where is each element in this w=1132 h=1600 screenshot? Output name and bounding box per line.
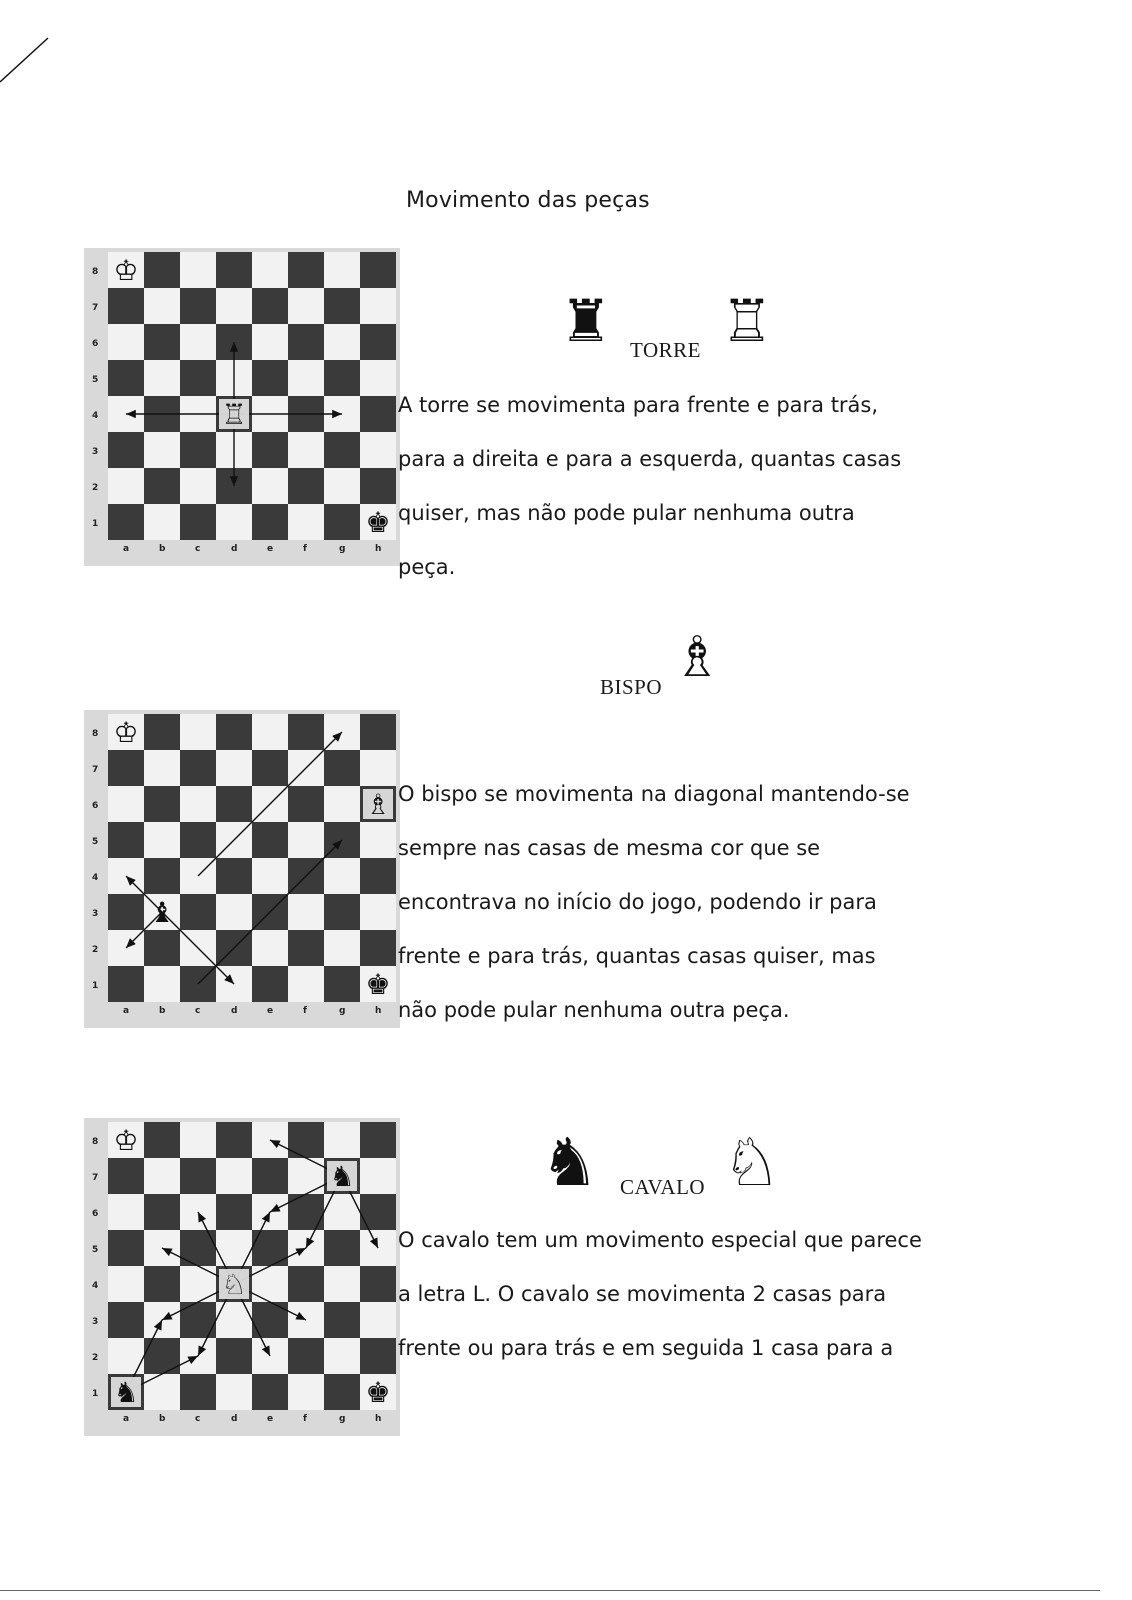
board-square [180, 1374, 216, 1410]
board-square [288, 504, 324, 540]
rank-label: 3 [92, 909, 99, 919]
white-king: ♔ [113, 1124, 139, 1157]
board-square [324, 966, 360, 1002]
board-square [360, 930, 396, 966]
file-label: c [195, 1414, 201, 1424]
rook-description [398, 378, 958, 594]
board-square [360, 324, 396, 360]
board-square [144, 1338, 180, 1374]
file-label: f [303, 1006, 307, 1016]
board-square [288, 714, 324, 750]
rook-heading: TORRE [630, 338, 701, 362]
knight-line-2: a letra L. O cavalo se movimenta 2 casas para [398, 1282, 887, 1306]
board-square [108, 1230, 144, 1266]
board-square [324, 432, 360, 468]
board-square [360, 1302, 396, 1338]
board-square [144, 822, 180, 858]
bishop-line-1: O bispo se movimenta na diagonal mantendo-se [398, 782, 910, 806]
board-square [324, 252, 360, 288]
board-square [324, 1338, 360, 1374]
rank-label: 7 [92, 765, 99, 775]
file-label: h [375, 544, 382, 554]
board-square [144, 930, 180, 966]
board-square [180, 1122, 216, 1158]
board-square [144, 324, 180, 360]
board-square [252, 1230, 288, 1266]
board-square [324, 1230, 360, 1266]
board-square [360, 894, 396, 930]
corner-pen-mark [0, 30, 60, 90]
file-label: d [231, 544, 238, 554]
rank-label: 2 [92, 945, 99, 955]
board-square [324, 858, 360, 894]
board-square [252, 432, 288, 468]
board-square [252, 252, 288, 288]
board-square [324, 1122, 360, 1158]
board-square [108, 1266, 144, 1302]
board-square [324, 1374, 360, 1410]
board-square [252, 504, 288, 540]
board-square [144, 288, 180, 324]
board-square [324, 468, 360, 504]
file-label: g [339, 1006, 346, 1016]
black-king: ♚ [365, 968, 391, 1001]
rank-label: 4 [92, 411, 99, 421]
board-square [360, 1158, 396, 1194]
board-square [252, 858, 288, 894]
board-square [288, 1266, 324, 1302]
white-king: ♔ [113, 254, 139, 287]
rank-label: 1 [92, 519, 99, 529]
rank-label: 2 [92, 1353, 99, 1363]
board-square [324, 1302, 360, 1338]
file-label: b [159, 544, 166, 554]
board-square [144, 504, 180, 540]
board-square [324, 786, 360, 822]
footer-rule [0, 1590, 1100, 1591]
bishop-line-2: sempre nas casas de mesma cor que se [398, 836, 821, 860]
knight-line-1: O cavalo tem um movimento especial que parece [398, 1228, 922, 1252]
file-label: f [303, 544, 307, 554]
board-square [180, 1302, 216, 1338]
white-knight-icon: ♘ [722, 1124, 782, 1201]
board-square [360, 288, 396, 324]
knight-description [398, 1213, 958, 1375]
bishop-line-4: frente e para trás, quantas casas quiser, mas [398, 944, 876, 968]
board-square [324, 1194, 360, 1230]
bishop-line-3: encontrava no início do jogo, podendo ir para [398, 890, 877, 914]
board-square [108, 786, 144, 822]
bishop-line-5: não pode pular nenhuma outra peça. [398, 998, 790, 1022]
file-label: e [267, 544, 274, 554]
board-square [180, 1266, 216, 1302]
board-square [216, 504, 252, 540]
board-square [216, 858, 252, 894]
board-square [144, 1158, 180, 1194]
board-square [288, 1194, 324, 1230]
board-square [360, 432, 396, 468]
black-bishop: ♝ [149, 896, 175, 929]
board-square [108, 1302, 144, 1338]
board-square [108, 468, 144, 504]
board-square [216, 750, 252, 786]
black-king: ♚ [365, 1376, 391, 1409]
board-square [252, 822, 288, 858]
board-square [180, 1158, 216, 1194]
bishop-heading: BISPO [600, 675, 663, 699]
board-square [324, 504, 360, 540]
board-square [288, 930, 324, 966]
file-label: e [267, 1006, 274, 1016]
board-square [180, 822, 216, 858]
board-square [144, 858, 180, 894]
white-rook-icon: ♖ [721, 287, 773, 355]
rank-label: 2 [92, 483, 99, 493]
board-square [108, 822, 144, 858]
board-square [180, 288, 216, 324]
page-title: Movimento das peças [406, 188, 650, 213]
file-label: c [195, 544, 201, 554]
white-bishop-icon: ♗ [672, 625, 723, 690]
board-square [108, 1338, 144, 1374]
board-square [288, 1374, 324, 1410]
board-square [180, 360, 216, 396]
file-label: d [231, 1006, 238, 1016]
board-square [144, 750, 180, 786]
board-square [108, 1194, 144, 1230]
rook-line-3: quiser, mas não pode pular nenhuma outra [398, 501, 855, 525]
board-square [288, 1158, 324, 1194]
knight-diagram-board [84, 1118, 400, 1436]
board-square [108, 324, 144, 360]
board-square [108, 360, 144, 396]
board-square [144, 1266, 180, 1302]
board-square [108, 504, 144, 540]
board-square [252, 1266, 288, 1302]
board-square [252, 468, 288, 504]
rank-label: 1 [92, 1389, 99, 1399]
board-square [180, 714, 216, 750]
board-svg [84, 1118, 400, 1436]
rank-label: 6 [92, 339, 99, 349]
file-label: h [375, 1414, 382, 1424]
board-square [180, 468, 216, 504]
board-square [216, 1194, 252, 1230]
board-square [252, 750, 288, 786]
board-square [288, 468, 324, 504]
board-square [180, 894, 216, 930]
board-square [216, 1230, 252, 1266]
board-square [180, 750, 216, 786]
bishop-description [398, 767, 958, 1037]
board-square [288, 288, 324, 324]
rank-label: 6 [92, 801, 99, 811]
board-square [216, 1302, 252, 1338]
board-square [360, 1122, 396, 1158]
white-bishop: ♗ [365, 788, 391, 821]
board-square [144, 1122, 180, 1158]
board-square [108, 1158, 144, 1194]
rook-line-2: para a direita e para a esquerda, quantas casas [398, 447, 902, 471]
board-square [216, 894, 252, 930]
rank-label: 3 [92, 447, 99, 457]
rank-label: 7 [92, 1173, 99, 1183]
knight-heading: CAVALO [620, 1175, 706, 1199]
rank-label: 1 [92, 981, 99, 991]
rank-label: 5 [92, 1245, 99, 1255]
board-square [252, 1374, 288, 1410]
board-square [324, 894, 360, 930]
rank-label: 6 [92, 1209, 99, 1219]
board-square [360, 360, 396, 396]
board-square [288, 360, 324, 396]
file-label: g [339, 544, 346, 554]
board-square [288, 822, 324, 858]
board-square [144, 432, 180, 468]
board-square [288, 966, 324, 1002]
board-square [288, 324, 324, 360]
board-square [108, 432, 144, 468]
board-square [324, 360, 360, 396]
file-label: b [159, 1414, 166, 1424]
board-square [144, 1374, 180, 1410]
white-rook: ♖ [221, 398, 247, 431]
file-label: a [123, 544, 130, 554]
board-square [216, 1158, 252, 1194]
board-square [360, 252, 396, 288]
board-square [288, 432, 324, 468]
board-square [252, 324, 288, 360]
board-square [288, 894, 324, 930]
board-square [144, 1194, 180, 1230]
board-square [360, 468, 396, 504]
board-square [108, 894, 144, 930]
board-square [252, 360, 288, 396]
rank-label: 8 [92, 1137, 99, 1147]
board-square [144, 252, 180, 288]
board-square [180, 324, 216, 360]
white-knight: ♘ [221, 1268, 247, 1301]
board-square [360, 1338, 396, 1374]
board-square [144, 360, 180, 396]
black-knight: ♞ [329, 1160, 355, 1193]
board-square [108, 288, 144, 324]
black-king: ♚ [365, 506, 391, 539]
board-square [360, 750, 396, 786]
board-square [216, 786, 252, 822]
board-square [252, 1302, 288, 1338]
board-square [360, 858, 396, 894]
board-square [360, 714, 396, 750]
knight-line-3: frente ou para trás e em seguida 1 casa para a [398, 1336, 894, 1360]
board-square [216, 252, 252, 288]
board-square [252, 966, 288, 1002]
board-square [180, 786, 216, 822]
board-square [360, 1194, 396, 1230]
white-king: ♔ [113, 716, 139, 749]
rook-line-1: A torre se movimenta para frente e para trás, [398, 393, 879, 417]
board-square [216, 1338, 252, 1374]
board-square [108, 966, 144, 1002]
board-square [288, 1122, 324, 1158]
file-label: c [195, 1006, 201, 1016]
rank-label: 5 [92, 375, 99, 385]
rank-label: 3 [92, 1317, 99, 1327]
board-square [324, 750, 360, 786]
board-square [108, 750, 144, 786]
board-square [360, 1266, 396, 1302]
board-svg [84, 710, 400, 1028]
black-rook-icon: ♜ [560, 287, 612, 355]
board-square [252, 714, 288, 750]
board-square [324, 1266, 360, 1302]
board-square [216, 714, 252, 750]
file-label: e [267, 1414, 274, 1424]
board-square [324, 324, 360, 360]
black-knight: ♞ [113, 1376, 139, 1409]
board-square [180, 252, 216, 288]
rook-diagram-board [84, 248, 400, 566]
file-label: g [339, 1414, 346, 1424]
black-knight-icon: ♞ [540, 1124, 600, 1201]
board-square [252, 288, 288, 324]
board-square [324, 288, 360, 324]
board-square [252, 930, 288, 966]
board-square [216, 1122, 252, 1158]
rank-label: 4 [92, 873, 99, 883]
board-square [180, 504, 216, 540]
board-square [216, 288, 252, 324]
board-square [144, 966, 180, 1002]
board-square [216, 1374, 252, 1410]
rank-label: 8 [92, 267, 99, 277]
board-square [144, 468, 180, 504]
board-square [252, 1158, 288, 1194]
rook-line-4: peça. [398, 555, 456, 579]
board-square [360, 396, 396, 432]
file-label: a [123, 1414, 130, 1424]
board-square [180, 1230, 216, 1266]
rank-label: 4 [92, 1281, 99, 1291]
file-label: d [231, 1414, 238, 1424]
file-label: f [303, 1414, 307, 1424]
board-square [288, 1338, 324, 1374]
rank-label: 8 [92, 729, 99, 739]
board-square [324, 930, 360, 966]
board-svg [84, 248, 400, 566]
file-label: b [159, 1006, 166, 1016]
board-square [288, 786, 324, 822]
file-label: h [375, 1006, 382, 1016]
board-square [180, 432, 216, 468]
file-label: a [123, 1006, 130, 1016]
board-square [288, 252, 324, 288]
board-square [144, 714, 180, 750]
rank-label: 5 [92, 837, 99, 847]
bishop-diagram-board [84, 710, 400, 1028]
rank-label: 7 [92, 303, 99, 313]
board-square [144, 786, 180, 822]
board-square [360, 822, 396, 858]
